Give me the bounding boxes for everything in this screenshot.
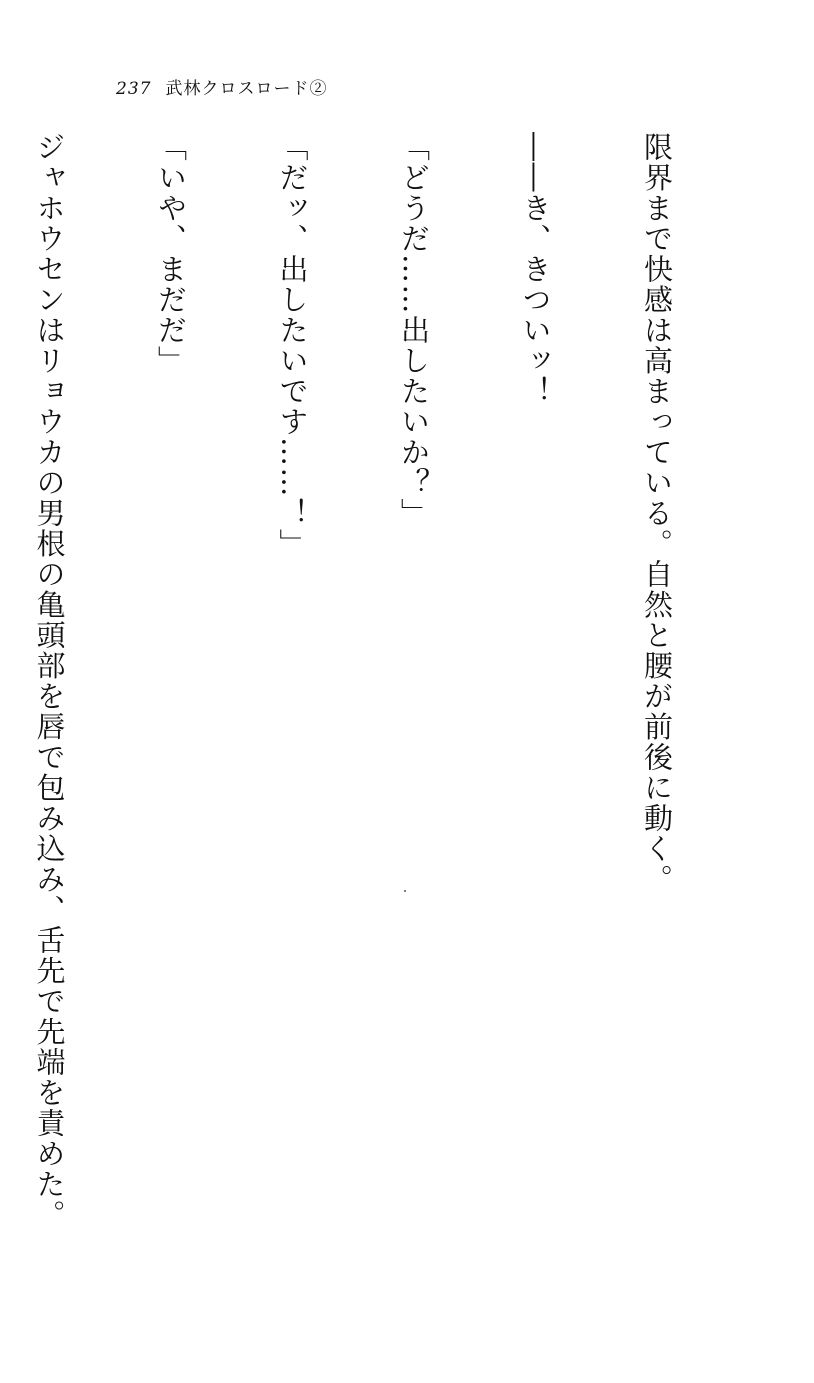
- text-line: ――き、きついッ！: [518, 132, 553, 407]
- ink-speck: [404, 890, 406, 892]
- book-title: 武林クロスロード②: [165, 79, 328, 99]
- running-header: [116, 74, 327, 99]
- text-line: ジャホウセンはリョウカの男根の亀頭部を唇で包み込み、舌先で先端を責めた。: [32, 132, 67, 1230]
- vertical-text-body: [0, 132, 758, 1230]
- text-line: 限界まで快感は高まっている。自然と腰が前後に動く。: [640, 132, 674, 895]
- text-line: 「どうだ……出したいか？」: [397, 132, 431, 529]
- text-line: 「いや、まだだ」: [154, 132, 188, 376]
- page-number: 237: [116, 79, 152, 99]
- text-line: 「だッ、出したいです……！」: [275, 132, 310, 559]
